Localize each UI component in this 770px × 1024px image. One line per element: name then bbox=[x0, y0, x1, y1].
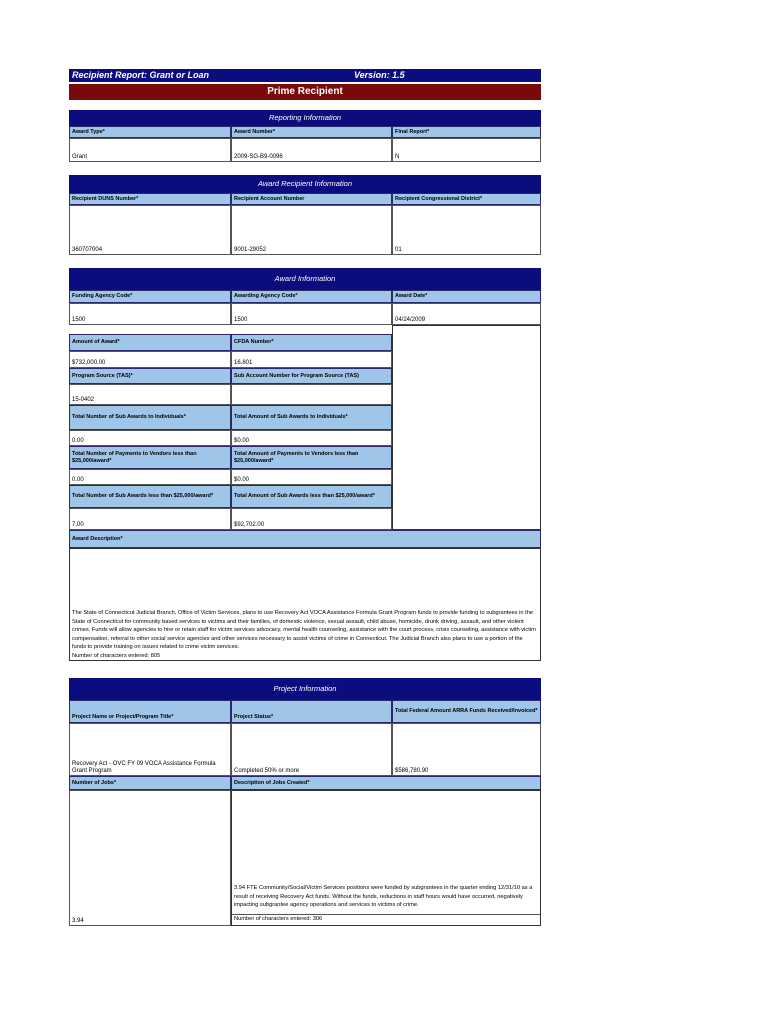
project-name-label: Project Name or Project/Program Title* bbox=[69, 700, 231, 723]
award-number-label: Award Number* bbox=[231, 126, 392, 138]
jobs-description-label: Description of Jobs Created* bbox=[231, 776, 541, 790]
award-type-label: Award Type* bbox=[69, 126, 231, 138]
award-number-value: 2009-SG-B9-0096 bbox=[231, 138, 392, 162]
project-name-value: Recovery Act - OVC FY 09 VOCA Assistance Formula Grant Program bbox=[69, 723, 231, 776]
subaccount-value bbox=[231, 384, 392, 405]
vendor-payments-amount-label: Total Amount of Payments to Vendors less than $25,000/award* bbox=[231, 446, 392, 469]
award-description-text: The State of Connecticut Judicial Branch, Office of Victim Services, plans to use Recovery Act VOCA Assistance Formula Grant Program funds to provide funding to subgrantees in the State of Connecticut for community based services to victims and their families, of domestic violence, sexual assault, child abuse, homicide, drunk driving, assault, and other violent crimes. Funds will allow agencies to hire or retain staff for victim services advocacy, mental health counseling, assistance with the court process, crisis counseling, assistance with victim compensation, referral to other social service agencies and other services necessary to assist victims of crime in Connecticut. The Judicial Branch also plans to use a portion of the funds to provide training on issues related to crime victim services. bbox=[72, 610, 536, 651]
district-label: Recipient Congressional District* bbox=[392, 193, 541, 205]
awarding-agency-value: 1500 bbox=[231, 303, 392, 325]
duns-label: Recipient DUNS Number* bbox=[69, 193, 231, 205]
cfda-value: 16.801 bbox=[231, 351, 392, 368]
funding-agency-label: Funding Agency Code* bbox=[69, 290, 231, 303]
jobs-description-char-count: Number of characters entered: 306 bbox=[232, 914, 540, 924]
award-date-value: 04/24/2009 bbox=[392, 303, 541, 325]
award-date-label: Award Date* bbox=[392, 290, 541, 303]
report-version: Version: 1.5 bbox=[354, 70, 405, 80]
sub-awards-lt25k-amount-label: Total Amount of Sub Awards less than $25,000/award* bbox=[231, 485, 392, 508]
vendor-payments-number-value: 0.00 bbox=[69, 469, 231, 485]
project-status-label: Project Status* bbox=[231, 700, 392, 723]
project-status-value: Completed 50% or more bbox=[231, 723, 392, 776]
sub-awards-lt25k-number-label: Total Number of Sub Awards less than $25,000/award* bbox=[69, 485, 231, 508]
jobs-number-label: Number of Jobs* bbox=[69, 776, 231, 790]
account-value: 9001-29052 bbox=[231, 205, 392, 255]
tas-label: Program Source (TAS)* bbox=[69, 368, 231, 384]
federal-amount-label: Total Federal Amount ARRA Funds Received/Invoiced* bbox=[392, 700, 541, 723]
vendor-payments-amount-value: $0.00 bbox=[231, 469, 392, 485]
sub-awards-individuals-amount-value: $0.00 bbox=[231, 430, 392, 446]
report-title-bar bbox=[69, 69, 541, 82]
award-description-char-count: Number of characters entered: 805 bbox=[72, 653, 161, 659]
tas-value: 15-0402 bbox=[69, 384, 231, 405]
award-type-value: Grant bbox=[69, 138, 231, 162]
district-value: 01 bbox=[392, 205, 541, 255]
award-info-header: Award Information bbox=[69, 268, 541, 290]
report-title: Recipient Report: Grant or Loan bbox=[72, 70, 210, 80]
account-label: Recipient Account Number bbox=[231, 193, 392, 205]
duns-value: 360707004 bbox=[69, 205, 231, 255]
sub-awards-individuals-number-label: Total Number of Sub Awards to Individuals* bbox=[69, 405, 231, 430]
reporting-info-header: Reporting Information bbox=[69, 110, 541, 126]
sub-awards-individuals-number-value: 0.00 bbox=[69, 430, 231, 446]
award-description-label: Award Description* bbox=[69, 530, 541, 548]
recipient-info-header: Award Recipient Information bbox=[69, 175, 541, 193]
jobs-number-value: 3.94 bbox=[69, 790, 231, 926]
cfda-label: CFDA Number* bbox=[231, 334, 392, 351]
awarding-agency-label: Awarding Agency Code* bbox=[231, 290, 392, 303]
final-report-value: N bbox=[392, 138, 541, 162]
amount-value: $732,000.00 bbox=[69, 351, 231, 368]
jobs-description-text: 3.94 FTE Community/Social/Victim Services positions were funded by subgrantees in the quarter ending 12/31/10 as a result of receiving Recovery Act funds. Without the funds, reductions in staff hours would have occurred, negatively impacting subgrantee agency operations and services to victims of crime. bbox=[234, 885, 533, 909]
funding-agency-value: 1500 bbox=[69, 303, 231, 325]
project-info-header: Project Information bbox=[69, 678, 541, 700]
federal-amount-value: $586,780.90 bbox=[392, 723, 541, 776]
sub-awards-lt25k-number-value: 7.00 bbox=[69, 508, 231, 530]
prime-recipient-banner: Prime Recipient bbox=[69, 84, 541, 100]
sub-awards-lt25k-amount-value: $92,702.00 bbox=[231, 508, 392, 530]
award-blank-column bbox=[392, 325, 541, 530]
amount-label: Amount of Award* bbox=[69, 334, 231, 351]
vendor-payments-number-label: Total Number of Payments to Vendors less than $25,000/award* bbox=[69, 446, 231, 469]
subaccount-label: Sub Account Number for Program Source (TAS) bbox=[231, 368, 392, 384]
sub-awards-individuals-amount-label: Total Amount of Sub Awards to Individuals* bbox=[231, 405, 392, 430]
final-report-label: Final Report* bbox=[392, 126, 541, 138]
